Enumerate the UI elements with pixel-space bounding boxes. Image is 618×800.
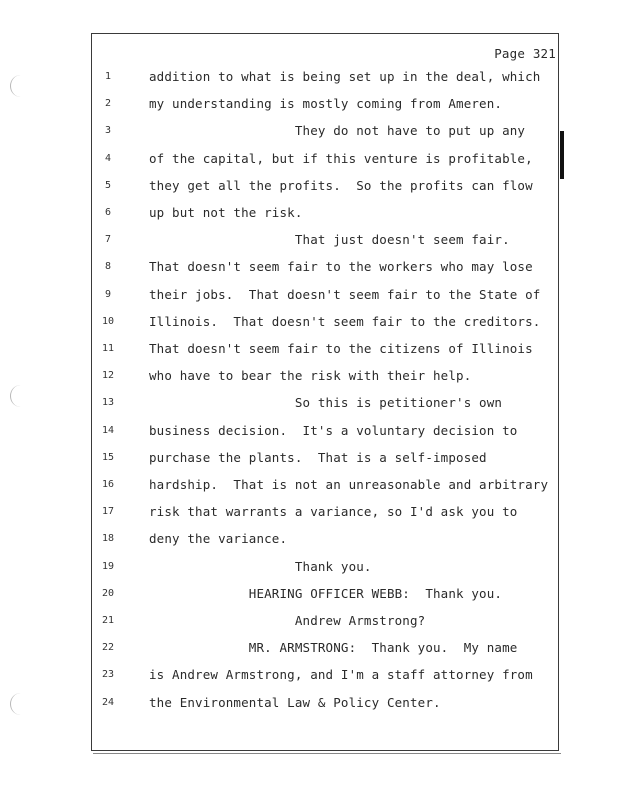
line-number: 17 xyxy=(101,506,115,518)
transcript-line: So this is petitioner's own xyxy=(149,395,503,411)
line-number: 11 xyxy=(101,343,115,354)
transcript-line: their jobs. That doesn't seem fair to the State of xyxy=(149,286,541,302)
line-number: 16 xyxy=(101,479,115,490)
line-number: 12 xyxy=(101,370,115,382)
transcript-line: of the capital, but if this venture is profitable, xyxy=(149,150,533,166)
transcript-line: the Environmental Law & Policy Center. xyxy=(149,694,441,710)
transcript-line: deny the variance. xyxy=(149,531,288,547)
punch-hole-bottom xyxy=(10,693,31,715)
transcript-line: risk that warrants a variance, so I'd ask you to xyxy=(149,504,518,520)
line-number: 13 xyxy=(101,397,115,409)
transcript-line: That doesn't seem fair to the workers who may lose xyxy=(149,259,533,275)
transcript-line: is Andrew Armstrong, and I'm a staff attorney from xyxy=(149,667,533,683)
margin-tab-mark xyxy=(560,131,564,179)
transcript-line: hardship. That is not an unreasonable and arbitrary xyxy=(149,477,549,492)
line-number: 10 xyxy=(101,315,115,327)
transcript-line: HEARING OFFICER WEBB: Thank you. xyxy=(149,585,503,601)
line-number: 14 xyxy=(101,424,115,436)
transcript-line: up but not the risk. xyxy=(149,205,303,220)
transcript-line: who have to bear the risk with their help. xyxy=(149,368,472,384)
transcript-line: Thank you. xyxy=(149,558,372,574)
transcript-line: addition to what is being set up in the deal, which xyxy=(149,69,541,84)
punch-hole-top xyxy=(10,75,31,97)
transcript-line: purchase the plants. That is a self-imposed xyxy=(149,449,487,465)
line-number: 22 xyxy=(101,642,115,654)
line-number: 2 xyxy=(104,98,112,110)
line-number: 20 xyxy=(101,587,115,599)
punch-hole-middle xyxy=(10,385,31,407)
line-number: 9 xyxy=(104,288,112,300)
line-number: 19 xyxy=(101,560,115,572)
transcript-line: my understanding is mostly coming from Ameren. xyxy=(149,96,503,112)
line-number: 15 xyxy=(101,451,115,463)
line-number: 4 xyxy=(104,152,112,164)
line-number: 1 xyxy=(104,71,112,82)
line-number: 23 xyxy=(101,669,115,681)
transcript-line: Andrew Armstrong? xyxy=(149,613,426,628)
line-number: 21 xyxy=(101,615,115,626)
line-number: 18 xyxy=(101,533,115,545)
line-number: 24 xyxy=(101,696,115,708)
line-number: 3 xyxy=(104,125,112,137)
transcript-line: That doesn't seem fair to the citizens of Illinois xyxy=(149,341,533,356)
line-number: 8 xyxy=(104,261,112,273)
transcript-line: they get all the profits. So the profits can flow xyxy=(149,177,533,193)
page-border-shadow xyxy=(93,753,561,757)
line-number: 7 xyxy=(104,234,112,246)
transcript-line: They do not have to put up any xyxy=(149,123,526,139)
transcript-line: That just doesn't seem fair. xyxy=(149,232,510,248)
transcript-line: MR. ARMSTRONG: Thank you. My name xyxy=(149,640,518,656)
transcript-line: business decision. It's a voluntary decision to xyxy=(149,422,518,438)
line-number: 6 xyxy=(104,207,112,218)
line-number: 5 xyxy=(104,179,112,191)
page-number: Page 321 xyxy=(494,46,556,61)
transcript-line: Illinois. That doesn't seem fair to the creditors. xyxy=(149,313,541,329)
